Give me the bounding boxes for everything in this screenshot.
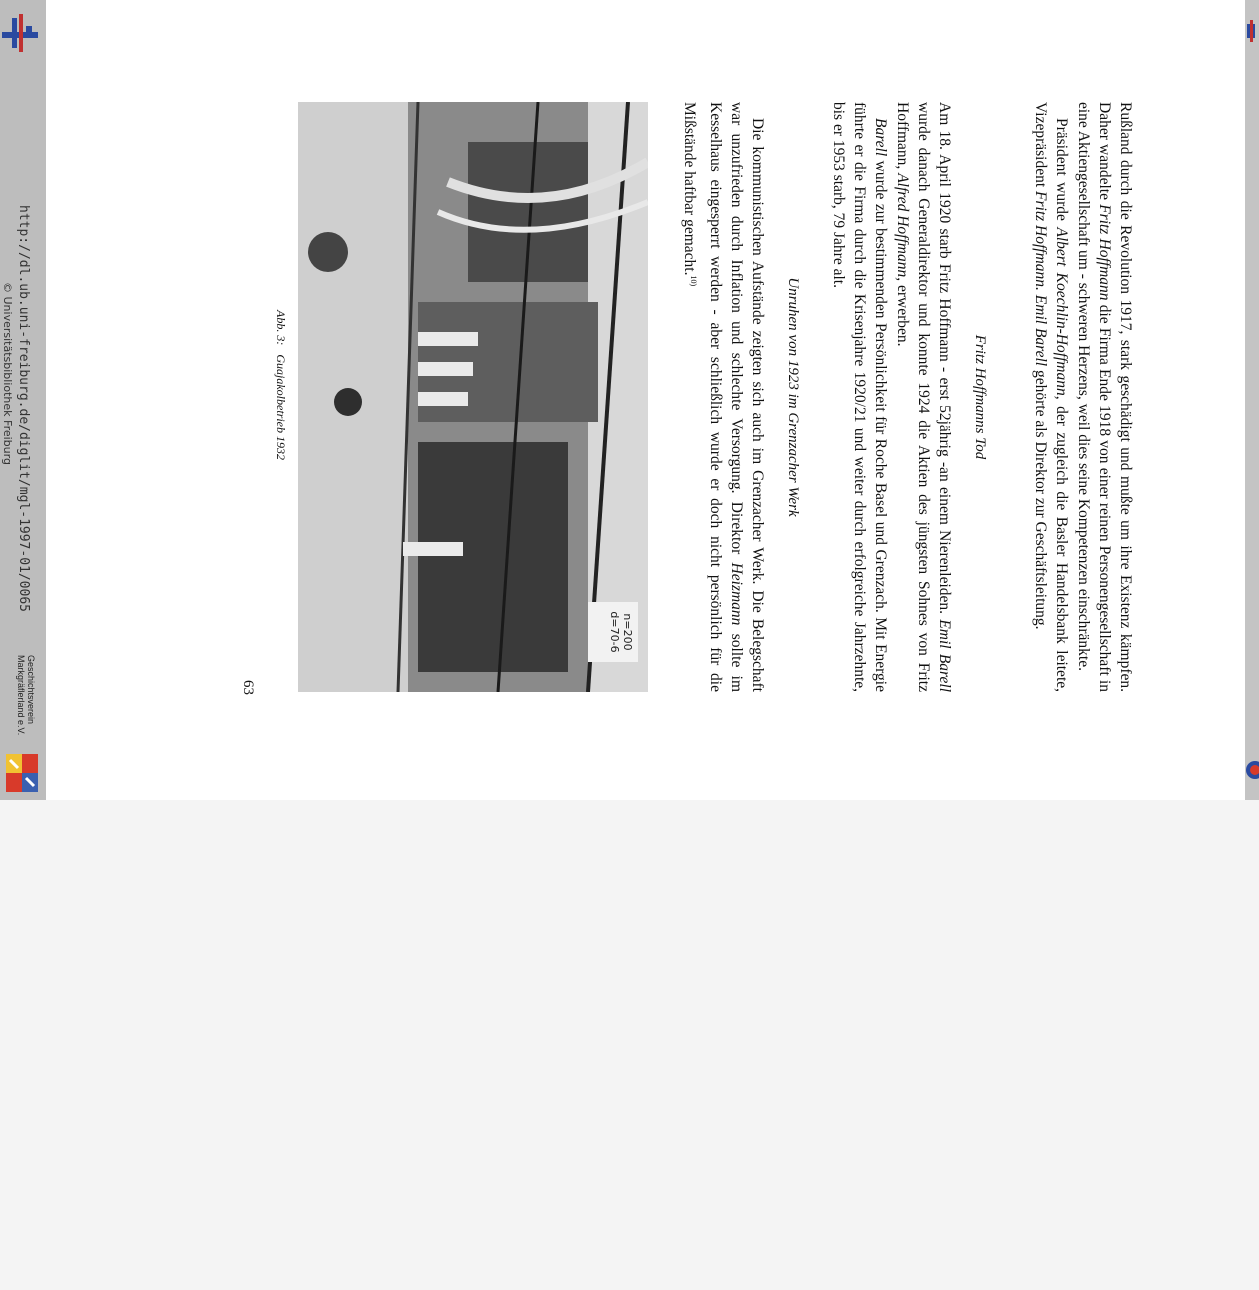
paragraph-intro: Rußland durch die Revolution 1917, stark geschädigt und mußte um ihre Existenz kämpfen. Daher wandelte Fritz Hoffmann die Firma Ende 1918 von einer reinen Personengesellschaft in eine Aktiengesellschaft um - schweren Herzens, weil dies seine Kompetenzen einschränkte. Präsident wurde Albert Koechlin-Hoffmann, der zugleich die Basler Handelsbank leitete, Vizepräsident Fritz Hoffmann. Emil Barell gehörte als Direktor zur Geschäftsleitung. — [1032, 102, 1134, 693]
document-page — [46, 0, 1245, 800]
partner-badge-icon — [1245, 752, 1259, 788]
paragraph-unrest: Die kommunistischen Aufstände zeigten sich auch im Grenzacher Werk. Die Belegschaft war unzufrieden durch Inflation und schlechte Versorgung. Direktor Heizmann sollte im Kesselhaus eingesperrt werden - aber schließlich wurde er doch nicht persönlich für die Mißstände haftbar gemacht.$^{10)}$ — [681, 102, 766, 692]
university-logo-icon — [2, 12, 42, 62]
society-crest-icon — [2, 752, 42, 794]
photo-caption: Abb. 3: Guajakolbetrieb 1932 — [274, 310, 288, 460]
paragraph-death: Am 18. April 1920 starb Fritz Hoffmann - erst 52jährig -an einem Nierenleiden. Emil Barell wurde danach Generaldirektor und konnte 1924 die Aktien des jüngsten Sohnes von Fritz Hoffmann, Alfred Hoffmann, erwerben. Barell wurde zur bestimmenden Persönlichkeit für Roche Basel und Grenzach. Mit Energie führte er die Firma durch die Krisenjahre 1920/21 und weiter durch erfolgreiche Jahrzehnte, bis er 1953 starb, 79 Jahre alt. — [829, 102, 953, 693]
rotated-page-content — [236, 90, 1136, 1290]
right-sidebar — [1245, 0, 1259, 800]
copyright-notice: © Universitätsbibliothek Freiburg — [1, 282, 14, 465]
society-name: Geschichtsverein Markgräflerland e.V. — [16, 655, 36, 736]
historic-photo — [298, 102, 648, 692]
heading-unrest: Unruhen von 1923 im Grenzacher Werk — [785, 277, 801, 517]
heading-death: Fritz Hoffmanns Tod — [972, 334, 988, 460]
source-url[interactable]: http://dl.ub.uni-freiburg.de/diglit/mgl-1997-01/0065 — [16, 205, 31, 612]
factory-photo-image — [298, 102, 648, 692]
page-number: 63 — [240, 680, 256, 695]
left-sidebar — [0, 0, 46, 800]
photo-sign: n=200 d=70-6 — [608, 611, 634, 653]
nav-logo-icon — [1245, 20, 1259, 50]
